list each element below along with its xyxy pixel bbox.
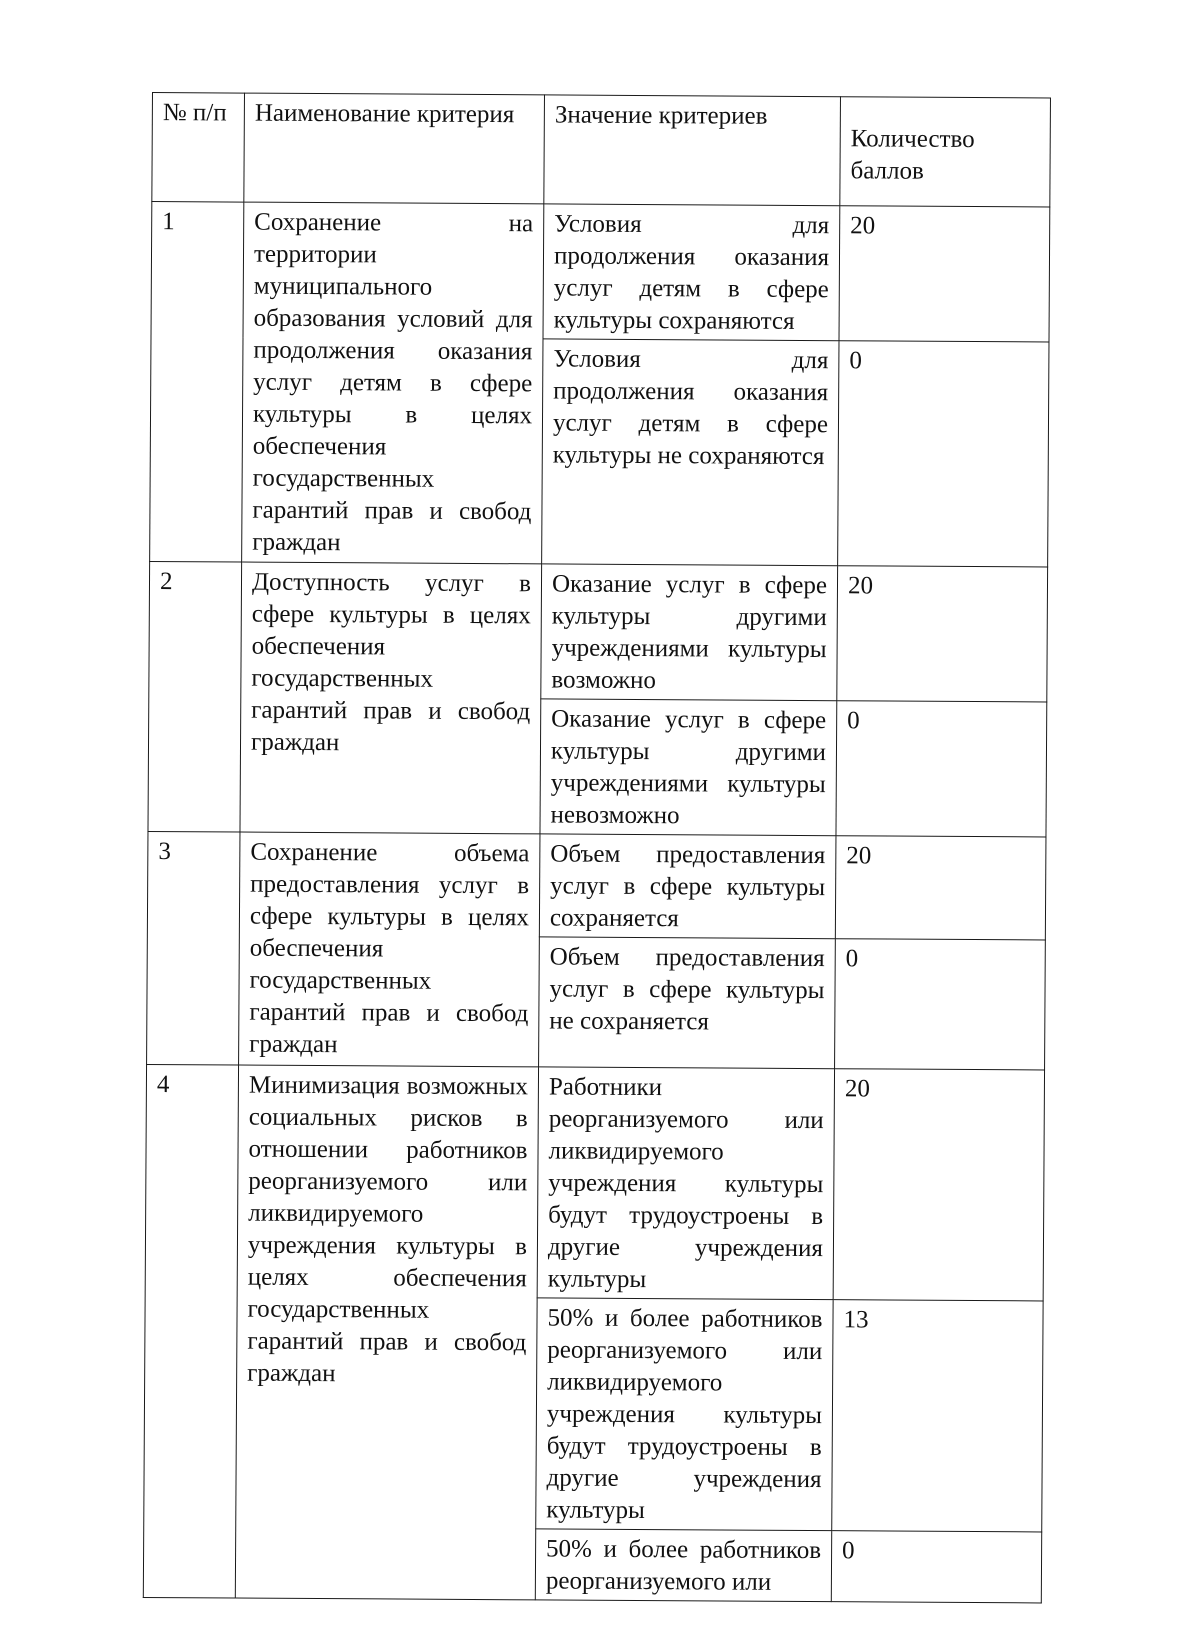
- table-row: [151, 202, 1050, 342]
- criterion-value: 50% и более работников реорганизуемого или ликвидируемого учреждения культуры будут трудоустроены в другие учреждения культуры: [536, 1298, 833, 1531]
- row-number: 4: [143, 1064, 238, 1598]
- score-cell: 20: [837, 566, 1048, 702]
- criterion-name: Сохранение объема предоставления услуг в сфере культуры в целях обеспечения государственных гарантий прав и свобод граждан: [239, 832, 540, 1067]
- row-number: 3: [147, 831, 240, 1065]
- table-row: [145, 1064, 1044, 1300]
- header-num: № п/п: [152, 93, 245, 203]
- row-number: 1: [150, 202, 244, 563]
- criterion-value: Оказание услуг в сфере культуры другими учреждениями культуры невозможно: [540, 699, 837, 836]
- score-cell: 20: [835, 836, 1046, 940]
- criterion-name: Доступность услуг в сфере культуры в целях обеспечения государственных гарантий прав и свобод граждан: [240, 562, 542, 834]
- criterion-name: Сохранение на территории муниципального образования условий для продолжения оказания услуг детям в сфере культуры в целях обеспечения государственных гарантий прав и свобод граждан: [242, 202, 544, 564]
- score-cell: 20: [839, 206, 1050, 342]
- score-cell: 20: [833, 1069, 1044, 1301]
- criterion-value: Условия для продолжения оказания услуг детям в сфере культуры сохраняются: [543, 204, 840, 341]
- criterion-value: 50% и более работников реорганизуемого или: [535, 1529, 831, 1602]
- header-value: Значение критериев: [544, 95, 841, 206]
- header-score: Количество баллов: [840, 97, 1051, 207]
- criterion-value: Объем предоставления услуг в сфере культуры не сохраняется: [539, 937, 836, 1069]
- header-name: Наименование критерия: [244, 93, 545, 204]
- criterion-name: Минимизация возможных социальных рисков в отношении работников реорганизуемого или ликвидируемого учреждения культуры в целях обеспечения государственных гарантий прав и свобод граждан: [235, 1065, 538, 1600]
- score-cell: 0: [836, 701, 1047, 837]
- score-cell: 0: [831, 1531, 1041, 1603]
- criteria-table: [143, 92, 1051, 1603]
- score-cell: 0: [835, 939, 1046, 1070]
- score-cell: 13: [832, 1300, 1043, 1532]
- table-row: [147, 831, 1046, 939]
- criterion-value: Условия для продолжения оказания услуг детям в сфере культуры не сохраняются: [542, 339, 839, 566]
- table-header-row: [152, 93, 1051, 207]
- criterion-value: Объем предоставления услуг в сфере культуры сохраняется: [539, 834, 836, 939]
- score-cell: 0: [838, 341, 1049, 567]
- table-row: [149, 561, 1048, 701]
- criterion-value: Оказание услуг в сфере культуры другими учреждениями культуры возможно: [541, 564, 838, 701]
- row-number: 2: [148, 561, 242, 832]
- criterion-value: Работники реорганизуемого или ликвидируемого учреждения культуры будут трудоустроены в другие учреждения культуры: [537, 1067, 834, 1300]
